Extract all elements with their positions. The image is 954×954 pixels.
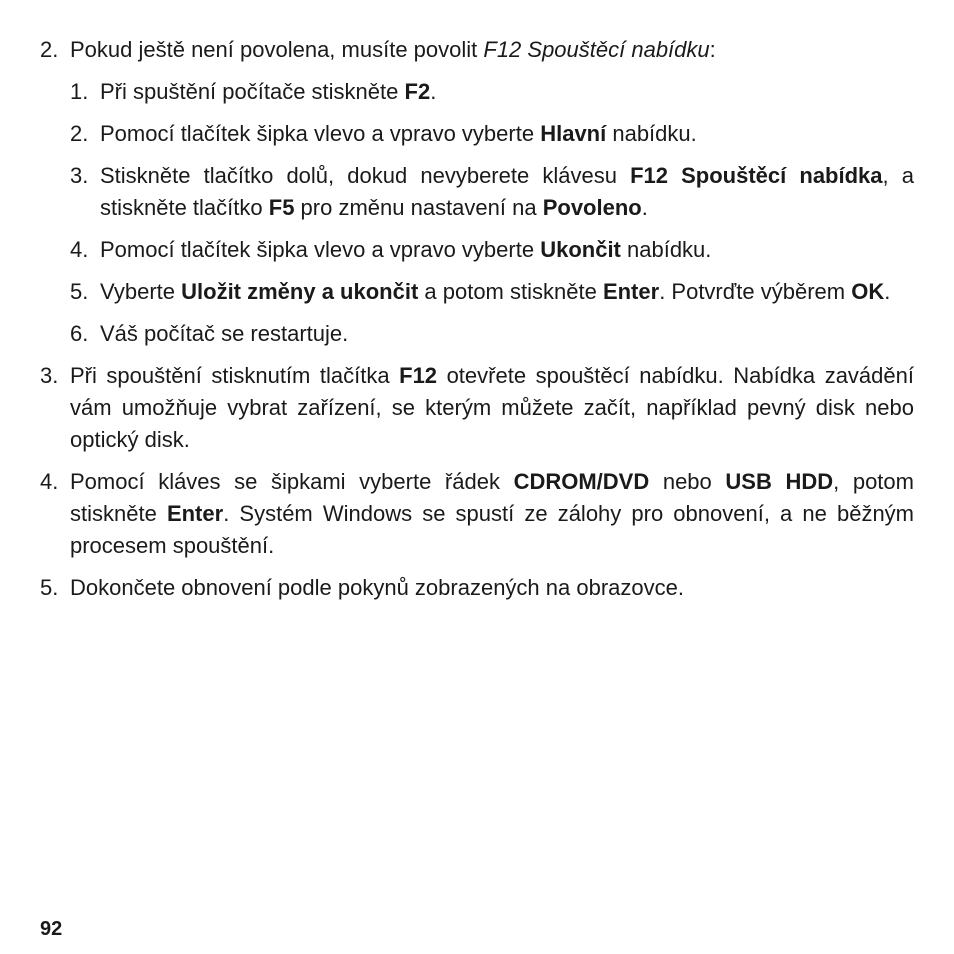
list-number: 5. — [70, 279, 89, 304]
text-run: : — [709, 37, 716, 62]
text-run: Stiskněte tlačítko dolů, dokud nevyberete klávesu — [100, 163, 631, 188]
list-text — [100, 276, 914, 308]
list-number: 2. — [70, 121, 89, 146]
text-run: . Potvrďte výběrem — [659, 279, 852, 304]
text-run: Vyberte — [100, 279, 182, 304]
list-number: 3. — [70, 163, 89, 188]
text-run-italic: F12 Spouštěcí nabídku — [483, 37, 710, 62]
text-run: Váš počítač se restartuje. — [100, 321, 349, 346]
text-run: . — [884, 279, 891, 304]
text-run: otevřete spouštěcí nabídku. Nabídka zavádění vám umožňuje vybrat zařízení, se kterým můžete začít, například pevný disk nebo optický disk. — [70, 363, 914, 452]
list-text — [70, 34, 914, 350]
list-text — [100, 118, 914, 150]
text-run-bold: CDROM/DVD — [513, 469, 650, 494]
text-run: Pokud ještě není povolena, musíte povolit — [70, 37, 484, 62]
text-run-bold: Hlavní — [540, 121, 607, 146]
text-run-bold: F5 — [268, 195, 295, 220]
text-run-bold: F2 — [404, 79, 431, 104]
list-item — [40, 466, 914, 562]
document-body — [40, 34, 914, 614]
text-run-bold: F12 — [399, 363, 438, 388]
text-run: Pomocí tlačítek šipka vlevo a vpravo vyberte — [100, 237, 541, 262]
text-run-bold: Ukončit — [540, 237, 621, 262]
sub-list-item — [70, 160, 914, 224]
text-run: . Systém Windows se spustí ze zálohy pro obnovení, a ne běžným procesem spouštění. — [70, 501, 915, 558]
list-number: 3. — [40, 363, 59, 388]
list-text — [100, 160, 914, 224]
text-run: , potom stiskněte — [70, 469, 914, 526]
list-number: 4. — [70, 237, 89, 262]
text-run: Dokončete obnovení podle pokynů zobrazených na obrazovce. — [70, 575, 684, 600]
list-text — [70, 466, 914, 562]
list-text — [100, 234, 914, 266]
text-run: nabídku. — [606, 121, 697, 146]
text-run: Pomocí kláves se šipkami vyberte řádek — [70, 469, 514, 494]
list-item — [40, 360, 914, 456]
list-text — [70, 360, 914, 456]
sub-list-item — [70, 276, 914, 308]
text-run-bold: Uložit změny a ukončit — [181, 279, 419, 304]
text-run: . — [641, 195, 648, 220]
sub-list — [70, 76, 914, 350]
sub-list-item — [70, 118, 914, 150]
text-run-bold: OK — [851, 279, 885, 304]
text-run: , a stiskněte tlačítko — [100, 163, 915, 220]
text-run-bold: Enter — [166, 501, 224, 526]
sub-list-item — [70, 76, 914, 108]
text-run: Při spouštění stisknutím tlačítka — [70, 363, 400, 388]
text-run: pro změnu nastavení na — [294, 195, 543, 220]
text-run: nebo — [649, 469, 726, 494]
list-item — [40, 572, 914, 604]
list-number: 4. — [40, 469, 59, 494]
sub-list-item — [70, 234, 914, 266]
list-item — [40, 34, 914, 350]
list-text — [100, 318, 914, 350]
list-number: 6. — [70, 321, 89, 346]
text-run: a potom stiskněte — [418, 279, 603, 304]
page-number: 92 — [40, 918, 63, 940]
text-run-bold: USB HDD — [725, 469, 834, 494]
text-run: nabídku. — [620, 237, 712, 262]
text-run-bold: Enter — [602, 279, 660, 304]
list-text — [70, 572, 914, 604]
text-run-bold: Povoleno — [542, 195, 642, 220]
list-number: 5. — [40, 575, 59, 600]
list-text — [100, 76, 914, 108]
list-number: 1. — [70, 79, 89, 104]
sub-list-item — [70, 318, 914, 350]
list-number: 2. — [40, 37, 59, 62]
text-run: Při spuštění počítače stiskněte — [100, 79, 405, 104]
text-run: . — [430, 79, 437, 104]
text-run: Pomocí tlačítek šipka vlevo a vpravo vyberte — [100, 121, 541, 146]
text-run-bold: F12 Spouštěcí nabídka — [630, 163, 883, 188]
